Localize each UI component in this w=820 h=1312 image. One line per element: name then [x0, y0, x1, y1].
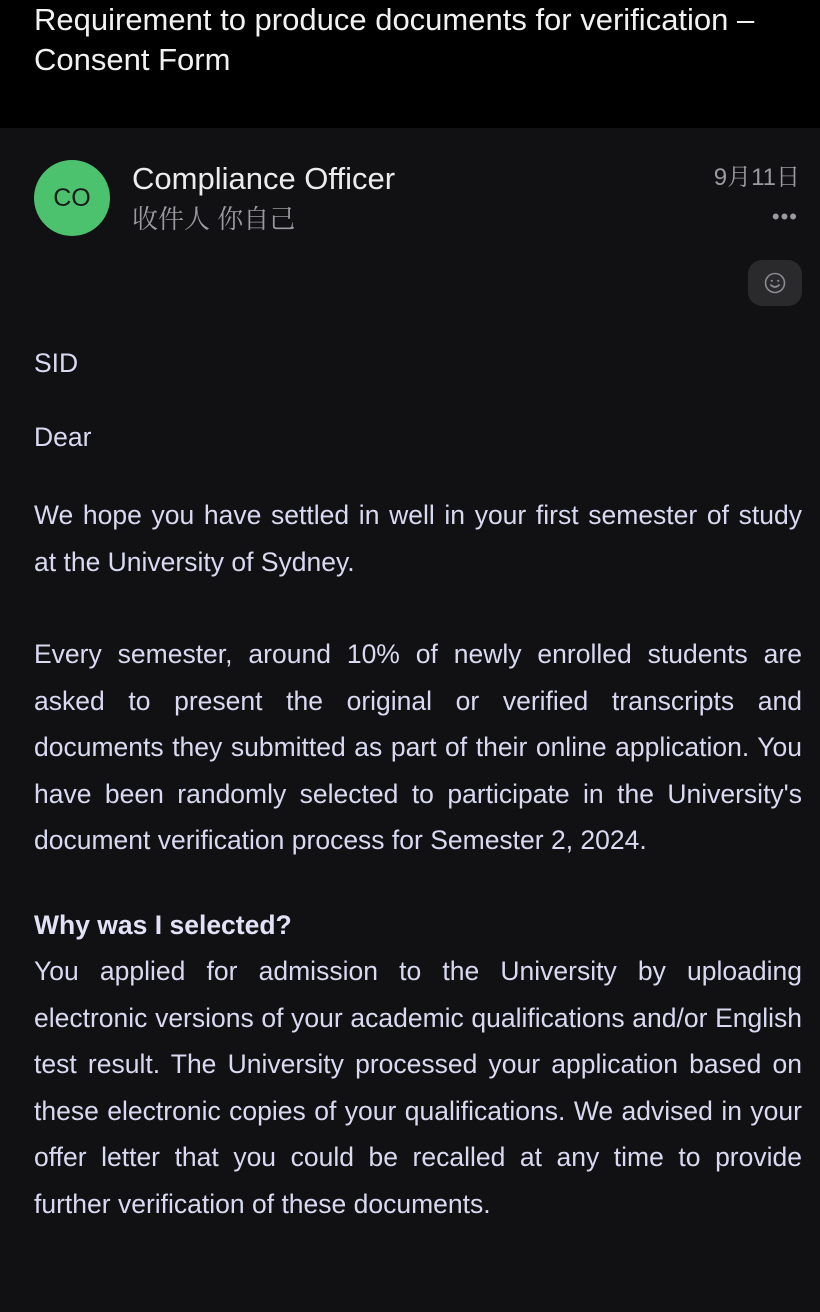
email-subject: Requirement to produce documents for verification – Consent Form	[34, 2, 755, 77]
sid-line: SID	[34, 348, 79, 378]
react-button[interactable]	[748, 260, 802, 306]
avatar-initials: CO	[53, 183, 91, 212]
sender-name[interactable]: Compliance Officer	[132, 161, 396, 196]
more-horizontal-icon[interactable]: •••	[771, 204, 798, 229]
subject-bar	[0, 0, 820, 128]
greeting: Dear	[34, 421, 92, 452]
paragraph-selection: Every semester, around 10% of newly enrolled students are asked to present the original or verified transcripts and documents they submitted as part of their online application. You have been randomly selected to participate in the University's document verification process for Semester 2, 2024.	[34, 639, 802, 855]
email-date: 9月11日	[713, 164, 800, 191]
recipient-line[interactable]: 收件人 你自己	[132, 204, 296, 234]
sender-avatar[interactable]	[34, 160, 110, 236]
section-heading-why-selected: Why was I selected?	[34, 909, 292, 940]
smiley-icon	[763, 271, 787, 295]
paragraph-intro: We hope you have settled in well in your first semester of study at the University of Sydney.	[34, 500, 802, 577]
email-content	[34, 340, 802, 1227]
paragraph-explanation: You applied for admission to the University by uploading electronic versions of your academic qualifications and/or English test result. The University processed your application based on these electronic copies of your qualifications. We advised in your offer letter that you could be recalled at any time to provide further verification of these documents.	[34, 956, 802, 1219]
